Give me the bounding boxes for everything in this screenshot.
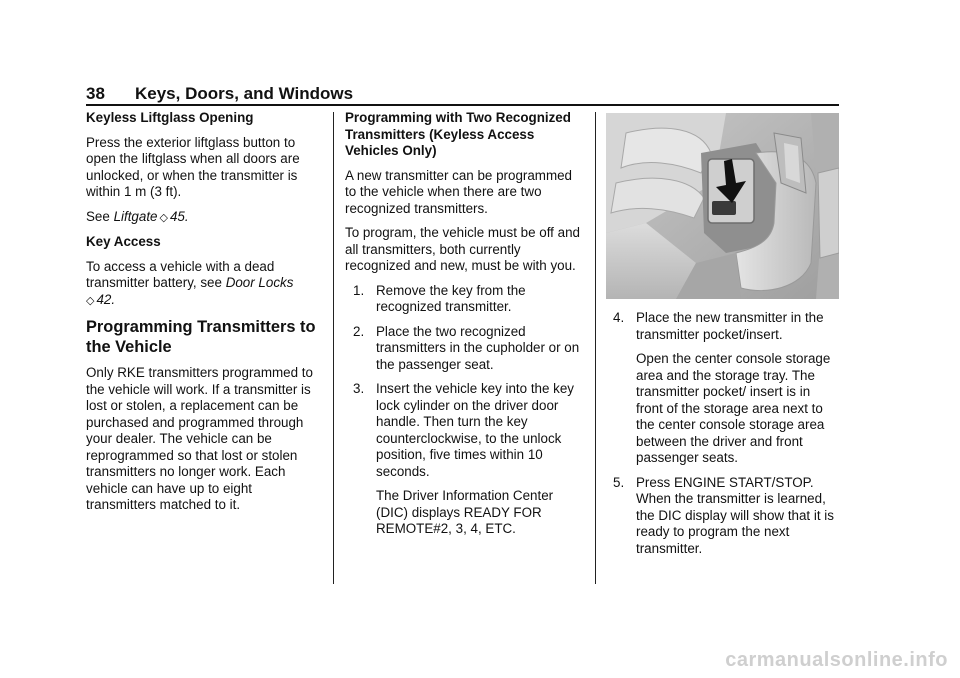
door-locks-page-number[interactable]: 42. <box>96 291 116 307</box>
see-liftgate-reference <box>86 209 322 227</box>
column-divider <box>595 112 596 584</box>
watermark: carmanualsonline.info <box>725 649 948 671</box>
programming-transmitters-title: Programming Transmitters to the Vehicle <box>86 318 316 356</box>
step-number: 3. <box>353 381 365 396</box>
programming-steps-list <box>345 283 583 538</box>
door-locks-link[interactable]: Door Locks <box>225 275 294 290</box>
keyless-liftglass-heading: Keyless Liftglass Opening <box>86 110 254 125</box>
column-3 <box>610 310 840 565</box>
step-text: Place the two recognized transmitters in the cupholder or on the passenger seat. <box>376 323 580 372</box>
page-header <box>86 84 839 106</box>
two-transmitters-heading: Programming with Two Recognized Transmitters (Keyless Access Vehicles Only) <box>345 110 571 158</box>
list-item <box>610 310 840 467</box>
step-number: 5. <box>613 474 625 490</box>
key-access-body: To access a vehicle with a dead transmitter battery, see <box>86 258 275 290</box>
step-note: The Driver Information Center (DIC) displays READY FOR REMOTE#2, 3, 4, ETC. <box>376 488 554 536</box>
liftgate-page-number[interactable]: 45. <box>169 208 189 224</box>
see-label: See <box>86 208 110 224</box>
keyless-liftglass-body: Press the exterior liftglass button to open the liftglass when all doors are unlocked, or when the transmitter is within 1 m (3 ft). <box>86 134 300 199</box>
step-number: 4. <box>613 310 625 325</box>
step-number: 1. <box>353 282 365 298</box>
step-text: Press ENGINE START/STOP. When the transmitter is learned, the DIC display will show that it is ready to program the next transmitter. <box>636 474 834 556</box>
programming-steps-list-continued <box>610 310 840 557</box>
console-transmitter-pocket-figure <box>606 113 839 299</box>
header-rule <box>86 104 839 106</box>
liftgate-link[interactable]: Liftgate <box>113 208 158 224</box>
key-access-paragraph <box>86 259 322 310</box>
list-item <box>345 324 583 374</box>
to-program-paragraph: To program, the vehicle must be off and all transmitters, both currently recognized and new, must be with you. <box>345 225 580 273</box>
programming-transmitters-body: Only RKE transmitters programmed to the vehicle will work. If a transmitter is lost or stolen, a replacement can be purchased and programmed through your dealer. The vehicle can be reprogrammed so that lost or stolen transmitters no longer work. Each vehicle can have up to eight transmitters matched to it. <box>86 365 313 512</box>
list-item <box>345 283 583 316</box>
column-1 <box>86 110 322 522</box>
page-reference-icon: ◇ <box>159 211 168 224</box>
page-number: 38 <box>86 84 105 103</box>
page-reference-icon: ◇ <box>86 294 95 307</box>
two-transmitters-intro: A new transmitter can be programmed to the vehicle when there are two recognized transmitters. <box>345 167 572 216</box>
column-divider <box>333 112 334 584</box>
step-text: Remove the key from the recognized transmitter. <box>376 282 526 314</box>
list-item <box>345 381 583 538</box>
console-photo-icon <box>606 113 839 299</box>
key-access-heading: Key Access <box>86 234 161 249</box>
column-2 <box>345 110 583 546</box>
step-note: Open the center console storage area and the storage tray. The transmitter pocket/ insert is in front of the storage area next to the center console storage area between the driver and front passenger seats. <box>636 351 831 465</box>
list-item <box>610 475 840 558</box>
step-number: 2. <box>353 323 365 339</box>
page-section-title: Keys, Doors, and Windows <box>135 84 354 103</box>
step-text: Place the new transmitter in the transmitter pocket/insert. <box>636 310 824 342</box>
step-text: Insert the vehicle key into the key lock cylinder on the driver door handle. Then turn the key counterclockwise, to the unlock position, five times within 10 seconds. <box>376 381 574 479</box>
